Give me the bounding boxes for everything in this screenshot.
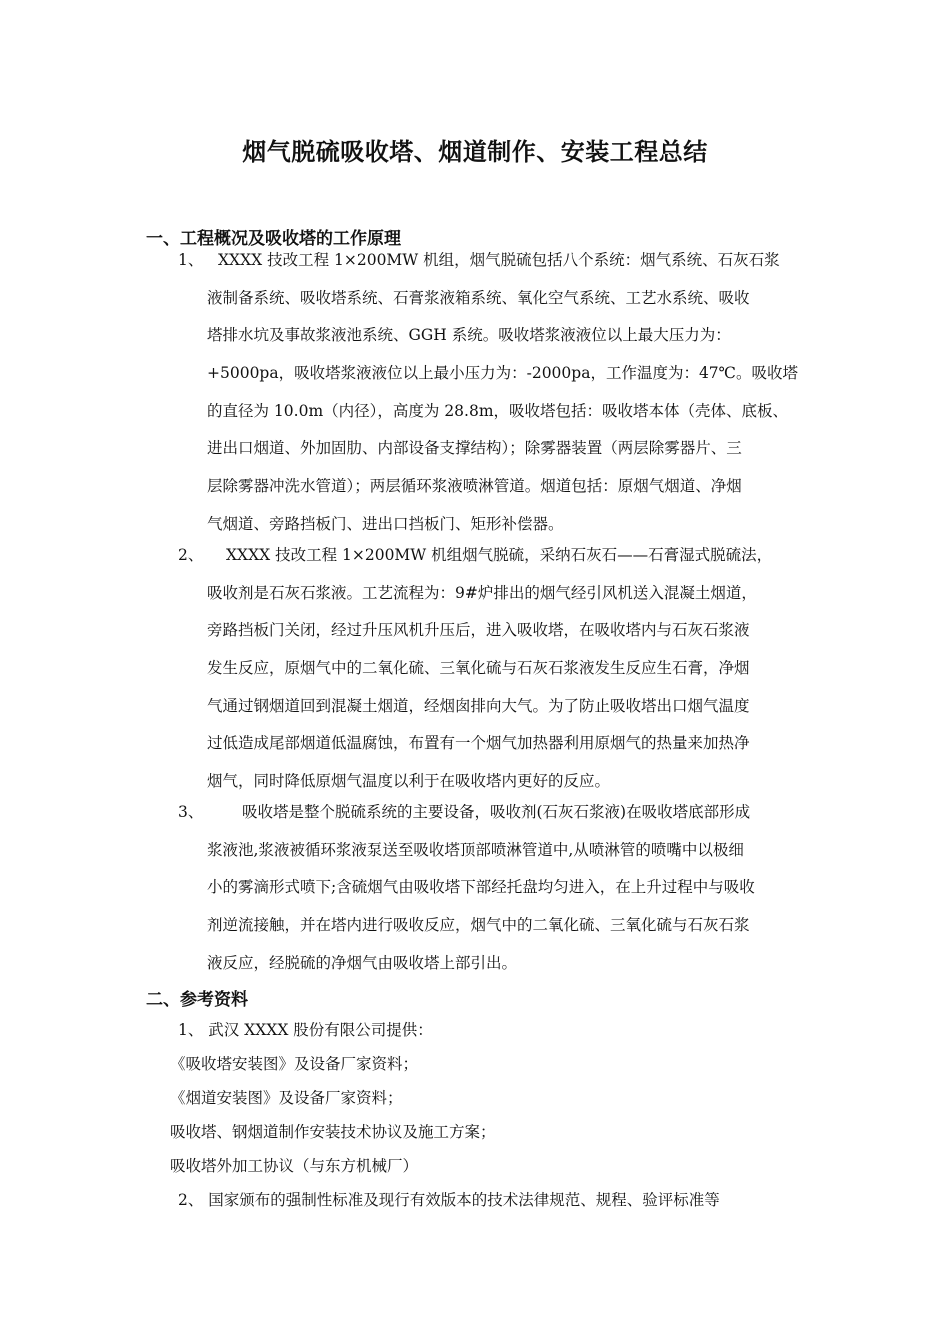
list-item bbox=[178, 242, 818, 544]
paragraph-line: XXXX 技改工程 1×200MW 机组，烟气脱硫包括八个系统：烟气系统、石灰石浆 bbox=[218, 251, 780, 269]
reference-line: 《吸收塔安装图》及设备厂家资料； bbox=[170, 1055, 419, 1073]
paragraph-line: 液反应，经脱硫的净烟气由吸收塔上部引出。 bbox=[207, 953, 518, 972]
reference-line: 1、 武汉 XXXX 股份有限公司提供： bbox=[178, 1021, 433, 1039]
paragraph-line: 层除雾器冲洗水管道）；两层循环浆液喷淋管道。烟道包括：原烟气烟道、净烟 bbox=[207, 477, 742, 496]
paragraph-line: 气通过钢烟道回到混凝土烟道，经烟囱排向大气。为了防止吸收塔出口烟气温度 bbox=[207, 696, 750, 715]
section-heading-references: 二、参考资料 bbox=[146, 990, 248, 1010]
paragraph-line: 旁路挡板门关闭，经过升压风机升压后，进入吸收塔，在吸收塔内与石灰石浆液 bbox=[207, 621, 750, 640]
paragraph-line: 气烟道、旁路挡板门、进出口挡板门、矩形补偿器。 bbox=[207, 514, 564, 533]
paragraph-line: 液制备系统、吸收塔系统、石膏浆液箱系统、氧化空气系统、工艺水系统、吸收 bbox=[207, 288, 750, 307]
paragraph-line: 的直径为 10.0m（内径），高度为 28.8m，吸收塔包括：吸收塔本体（壳体、底板、 bbox=[207, 401, 789, 420]
paragraph-line: 浆液池,浆液被循环浆液泵送至吸收塔顶部喷淋管道中,从喷淋管的喷嘴中以极细 bbox=[207, 840, 744, 859]
paragraph-line: 吸收剂是石灰石浆液。工艺流程为：9#炉排出的烟气经引风机送入混凝土烟道， bbox=[207, 583, 757, 602]
paragraph-line: 吸收塔是整个脱硫系统的主要设备，吸收剂(石灰石浆液)在吸收塔底部形成 bbox=[242, 803, 751, 821]
paragraph-line: XXXX 技改工程 1×200MW 机组烟气脱硫，采纳石灰石——石膏湿式脱硫法， bbox=[226, 546, 773, 564]
reference-line: 吸收塔外加工协议（与东方机械厂） bbox=[170, 1157, 419, 1175]
paragraph-line: +5000pa，吸收塔浆液液位以上最小压力为：-2000pa，工作温度为：47℃。吸收塔 bbox=[207, 364, 799, 383]
paragraph-line: 进出口烟道、外加固肋、内部设备支撑结构）；除雾器装置（两层除雾器片、三 bbox=[207, 439, 742, 458]
paragraph-line: 塔排水坑及事故浆液池系统、GGH 系统。吸收塔浆液液位以上最大压力为： bbox=[207, 326, 731, 345]
section-heading-overview: 一、工程概况及吸收塔的工作原理 bbox=[146, 229, 401, 249]
paragraph-line: 小的雾滴形式喷下;含硫烟气由吸收塔下部经托盘均匀进入，在上升过程中与吸收 bbox=[207, 878, 755, 897]
paragraph-line: 发生反应，原烟气中的二氧化硫、三氧化硫与石灰石浆液发生反应生石膏，净烟 bbox=[207, 659, 750, 678]
paragraph-line: 烟气，同时降低原烟气温度以利于在吸收塔内更好的反应。 bbox=[207, 772, 611, 791]
reference-line: 吸收塔、钢烟道制作安装技术协议及施工方案； bbox=[170, 1123, 496, 1141]
reference-line: 2、 国家颁布的强制性标准及现行有效版本的技术法律规范、规程、验评标准等 bbox=[178, 1191, 720, 1209]
document-title: 烟气脱硫吸收塔、烟道制作、安装工程总结 bbox=[242, 137, 708, 166]
item-number: 3、 bbox=[178, 803, 204, 821]
paragraph-line: 过低造成尾部烟道低温腐蚀，布置有一个烟气加热器利用原烟气的热量来加热净 bbox=[207, 734, 750, 753]
list-item bbox=[178, 794, 818, 982]
item-number: 2、 bbox=[178, 546, 204, 564]
list-item bbox=[178, 537, 818, 801]
reference-line: 《烟道安装图》及设备厂家资料； bbox=[170, 1089, 403, 1107]
paragraph-line: 剂逆流接触，并在塔内进行吸收反应，烟气中的二氧化硫、三氧化硫与石灰石浆 bbox=[207, 916, 750, 935]
item-number: 1、 bbox=[178, 251, 204, 269]
